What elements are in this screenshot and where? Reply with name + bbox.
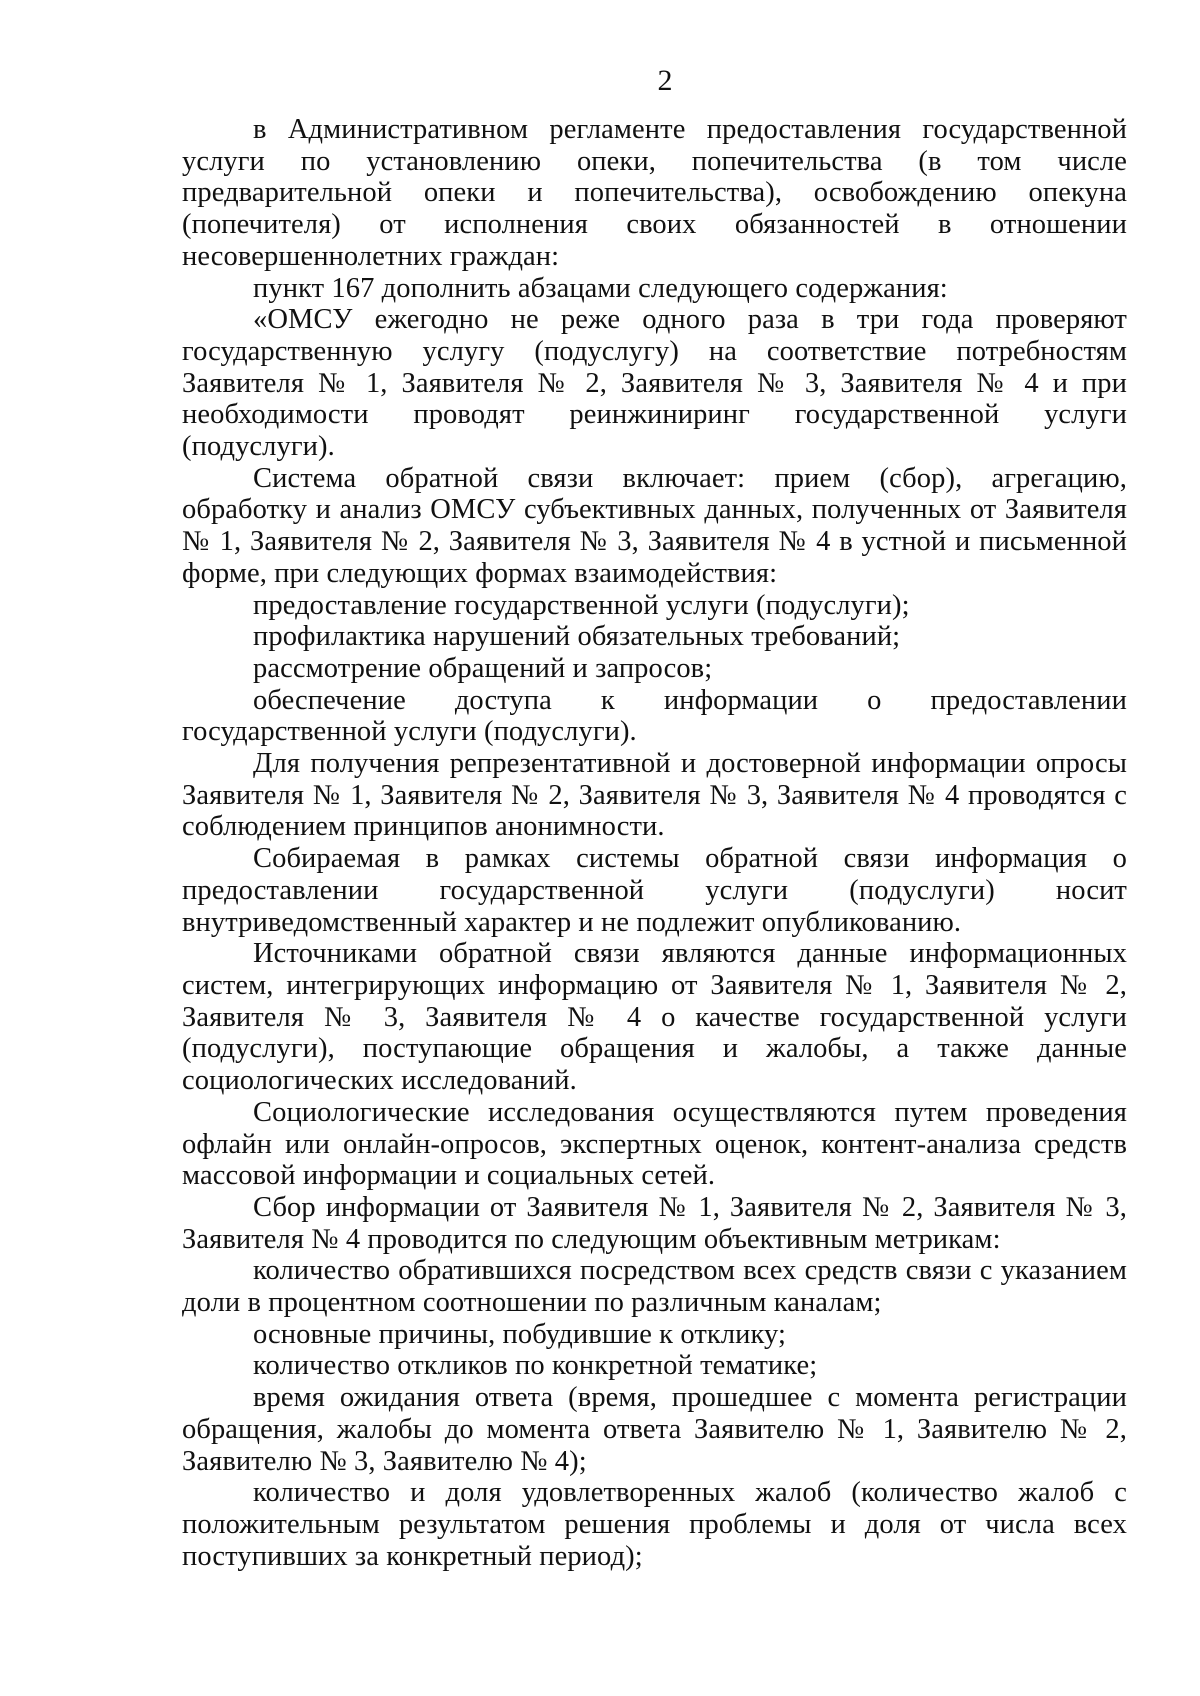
list-item: основные причины, побудившие к отклику; bbox=[253, 1318, 787, 1350]
list-item: количество и доля удовлетворенных жалоб (количество жалоб с положительным результатом решения проблемы и доля от числа всех поступивших за конкретный период); bbox=[182, 1477, 1127, 1572]
paragraph-feedback-sources: Источниками обратной связи являются данные информационных систем, интегрирующих информацию от Заявителя № 1, Заявителя № 2, Заявителя № 3, Заявителя № 4 о качестве государственной услуги (подуслуги), поступающие обращения и жалобы, а также данные социологических исследований. bbox=[182, 938, 1127, 1097]
list-item: время ожидания ответа (время, прошедшее с момента регистрации обращения, жалобы до момента ответа Заявителю № 1, Заявителю № 2, Заявителю № 3, Заявителю № 4); bbox=[182, 1382, 1127, 1477]
document-body bbox=[182, 114, 1127, 1572]
list-item: профилактика нарушений обязательных требований; bbox=[253, 621, 901, 653]
list-item: обеспечение доступа к информации о предоставлении государственной услуги (подуслуги). bbox=[182, 684, 1127, 748]
paragraph-feedback-system: Система обратной связи включает: прием (сбор), агрегацию, обработку и анализ ОМСУ субъективных данных, полученных от Заявителя № 1, Заявителя № 2, Заявителя № 3, Заявителя № 4 в устной и письменной форме, при следующих формах взаимодействия: bbox=[182, 462, 1127, 589]
paragraph-internal-use: Собираемая в рамках системы обратной связи информация о предоставлении государственной услуги (подуслуги) носит внутриведомственный характер и не подлежит опубликованию. bbox=[182, 843, 1127, 938]
paragraph-amendment: пункт 167 дополнить абзацами следующего содержания: bbox=[253, 272, 948, 304]
list-item: количество откликов по конкретной тематике; bbox=[253, 1350, 818, 1382]
page-number: 2 bbox=[657, 64, 673, 97]
paragraph-sociological-research: Социологические исследования осуществляются путем проведения офлайн или онлайн-опросов, экспертных оценок, контент-анализа средств массовой информации и социальных сетей. bbox=[182, 1096, 1127, 1192]
paragraph-review: «ОМСУ ежегодно не реже одного раза в три года проверяют государственную услугу (подуслугу) на соответствие потребностям Заявителя № 1, Заявителя № 2, Заявителя № 3, Заявителя № 4 и при необходимости проводят реинжиниринг государственной услуги (подуслуги). bbox=[182, 304, 1127, 463]
list-item: предоставление государственной услуги (подуслуги); bbox=[253, 589, 910, 621]
list-item: количество обратившихся посредством всех средств связи с указанием доли в процентном соотношении по различным каналам; bbox=[182, 1255, 1127, 1319]
paragraph-intro: в Административном регламенте предоставления государственной услуги по установлению опеки, попечительства (в том числе предварительной опеки и попечительства), освобождению опекуна (попечителя) от исполнения своих обязанностей в отношении несовершеннолетних граждан: bbox=[182, 114, 1127, 272]
paragraph-anonymity: Для получения репрезентативной и достоверной информации опросы Заявителя № 1, Заявителя № 2, Заявителя № 3, Заявителя № 4 проводятся с соблюдением принципов анонимности. bbox=[182, 748, 1127, 843]
list-item: рассмотрение обращений и запросов; bbox=[253, 652, 713, 684]
paragraph-metrics-intro: Сбор информации от Заявителя № 1, Заявителя № 2, Заявителя № 3, Заявителя № 4 проводится по следующим объективным метрикам: bbox=[182, 1191, 1127, 1255]
